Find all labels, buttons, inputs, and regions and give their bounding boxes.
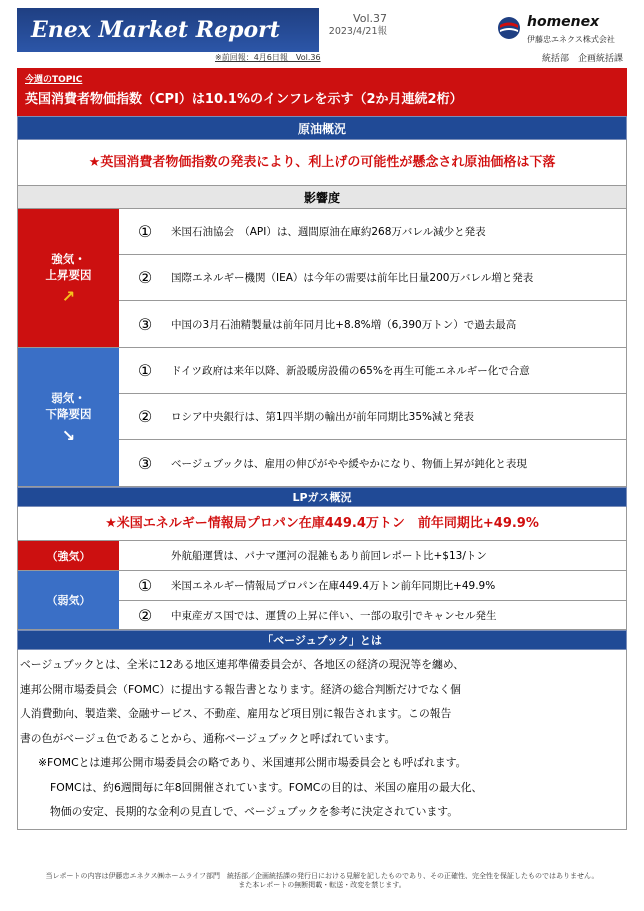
lpg-section-title: LPガス概況: [17, 487, 627, 507]
bearish-item-list: [119, 348, 626, 486]
report-date: 2023/4/21報: [328, 26, 387, 37]
list-item: [119, 440, 626, 486]
item-text: 米国エネルギー情報局プロパン在庫449.4万トン前年同期比+49.9%: [171, 580, 496, 592]
lpg-bearish-label: （弱気）: [18, 571, 119, 629]
list-item: [119, 348, 626, 394]
lpg-bullish-label: （強気）: [18, 541, 119, 570]
disclaimer-line2: また本レポートの無断掲載・転送・改変を禁じます。: [238, 881, 406, 889]
disclaimer-footer: [0, 872, 644, 890]
list-item: [119, 255, 626, 301]
up-arrow-icon: ↗: [61, 287, 76, 306]
item-text: 米国石油協会 （API）は、週間原油在庫約268万バレル減少と発表: [171, 226, 486, 238]
topic-text: 英国消費者物価指数（CPI）は10.1%のインフレを示す（2か月連続2桁）: [25, 92, 463, 107]
item-number: ②: [137, 605, 153, 625]
list-item: [119, 541, 626, 570]
report-page: [17, 8, 627, 830]
volume-number: Vol.37: [353, 12, 387, 25]
list-item: [119, 394, 626, 440]
bearish-label-line1: 弱気・: [51, 391, 86, 405]
list-item: [119, 571, 626, 600]
previous-report-link[interactable]: ※前回報：4月6日報 Vol.36: [215, 53, 321, 62]
paragraph-line: 連邦公開市場委員会（FOMC）に提出する報告書となります。経済の総合判断だけでなく個: [20, 682, 461, 696]
item-text: 国際エネルギー機関（IEA）は今年の需要は前年比日量200万バレル増と発表: [171, 272, 534, 284]
list-item: [119, 209, 626, 255]
paragraph-line: ベージュブックとは、全米に12ある地区連邦準備委員会が、各地区の経済の現況等を纏め、: [20, 658, 464, 671]
item-number: ③: [137, 314, 153, 334]
report-title: Enex Market Report: [17, 8, 319, 52]
item-number: ①: [137, 361, 153, 380]
item-text: 中国の3月石油精製量は前年同月比+8.8%増（6,390万トン）で過去最高: [171, 318, 517, 331]
note-line: FOMCは、約6週間毎に年8回開催されています。FOMCの目的は、米国の雇用の最大化、: [50, 780, 483, 794]
impact-title: 影響度: [17, 185, 627, 209]
note-line: ※FOMCとは連邦公開市場委員会の略であり、米国連邦公開市場委員会とも呼ばれます。: [38, 756, 467, 769]
bullish-factors: [17, 209, 627, 348]
item-text: ドイツ政府は来年以降、新設暖房設備の65%を再生可能エネルギー化で合意: [171, 365, 530, 377]
lpg-bullish-row: [17, 540, 627, 571]
lpg-headline: ★米国エネルギー情報局プロパン在庫449.4万トン 前年同期比+49.9%: [17, 507, 627, 540]
bullish-item-list: [119, 209, 626, 347]
logo-company-name: 伊藤忠エネクス株式会社: [527, 35, 615, 44]
bullish-label-line1: 強気・: [51, 252, 86, 266]
crude-section-title: 原油概況: [17, 116, 627, 140]
lpg-bearish-list: [119, 571, 626, 629]
list-item: [119, 301, 626, 347]
item-number: ②: [137, 407, 153, 426]
bullish-label-line2: 上昇要因: [45, 268, 92, 282]
item-number: ①: [137, 576, 153, 595]
note-line: 物価の安定、長期的な金利の見直しで、ベージュブックを参考に決定されています。: [50, 805, 459, 818]
paragraph-line: 人消費動向、製造業、金融サービス、不動産、雇用など項目別に報告されます。この報告: [20, 707, 452, 720]
item-number: ②: [137, 268, 153, 287]
beige-book-body: [17, 650, 627, 830]
item-text: ロシア中央銀行は、第1四半期の輸出が前年同期比35%減と発表: [171, 411, 475, 423]
list-item: [119, 600, 626, 629]
bearish-factors: [17, 348, 627, 487]
volume-info: [307, 12, 387, 38]
disclaimer-line1: 当レポートの内容は伊藤忠エネクス㈱ホームライフ部門 統括部／企画統括課の発行日における見解を記したものであり、その正確性、完全性を保証したものではありません。: [45, 872, 599, 880]
crude-headline: ★英国消費者物価指数の発表により、利上げの可能性が懸念され原油価格は下落: [17, 140, 627, 185]
beige-book-title: 「ベージュブック」とは: [17, 630, 627, 650]
lpg-bearish-row: [17, 571, 627, 630]
logo-mark-icon: [497, 16, 521, 40]
down-arrow-icon: ↘: [61, 426, 76, 445]
item-text: 外航船運賃は、パナマ運河の混雑もあり前回レポート比+$13/トン: [171, 550, 487, 562]
topic-box: [17, 68, 627, 116]
topic-label: 今週のTOPIC: [25, 75, 83, 85]
item-number: ①: [137, 222, 153, 241]
item-text: 中東産ガス国では、運賃の上昇に伴い、一部の取引でキャンセル発生: [171, 609, 497, 622]
department-name: 統括部 企画統括課: [541, 54, 623, 64]
bearish-label: [18, 348, 119, 486]
item-text: ベージュブックは、雇用の伸びがやや緩やかになり、物価上昇が鈍化と表現: [171, 457, 527, 470]
item-number: ③: [137, 453, 153, 473]
bearish-label-line2: 下降要因: [45, 407, 92, 421]
paragraph-line: 書の色がベージュ色であることから、通称ベージュブックと呼ばれています。: [20, 731, 396, 745]
logo-name: homenex: [527, 14, 600, 30]
sub-header: [17, 52, 627, 66]
bullish-label: [18, 209, 119, 347]
company-logo: [497, 10, 627, 50]
report-header: [17, 8, 627, 52]
